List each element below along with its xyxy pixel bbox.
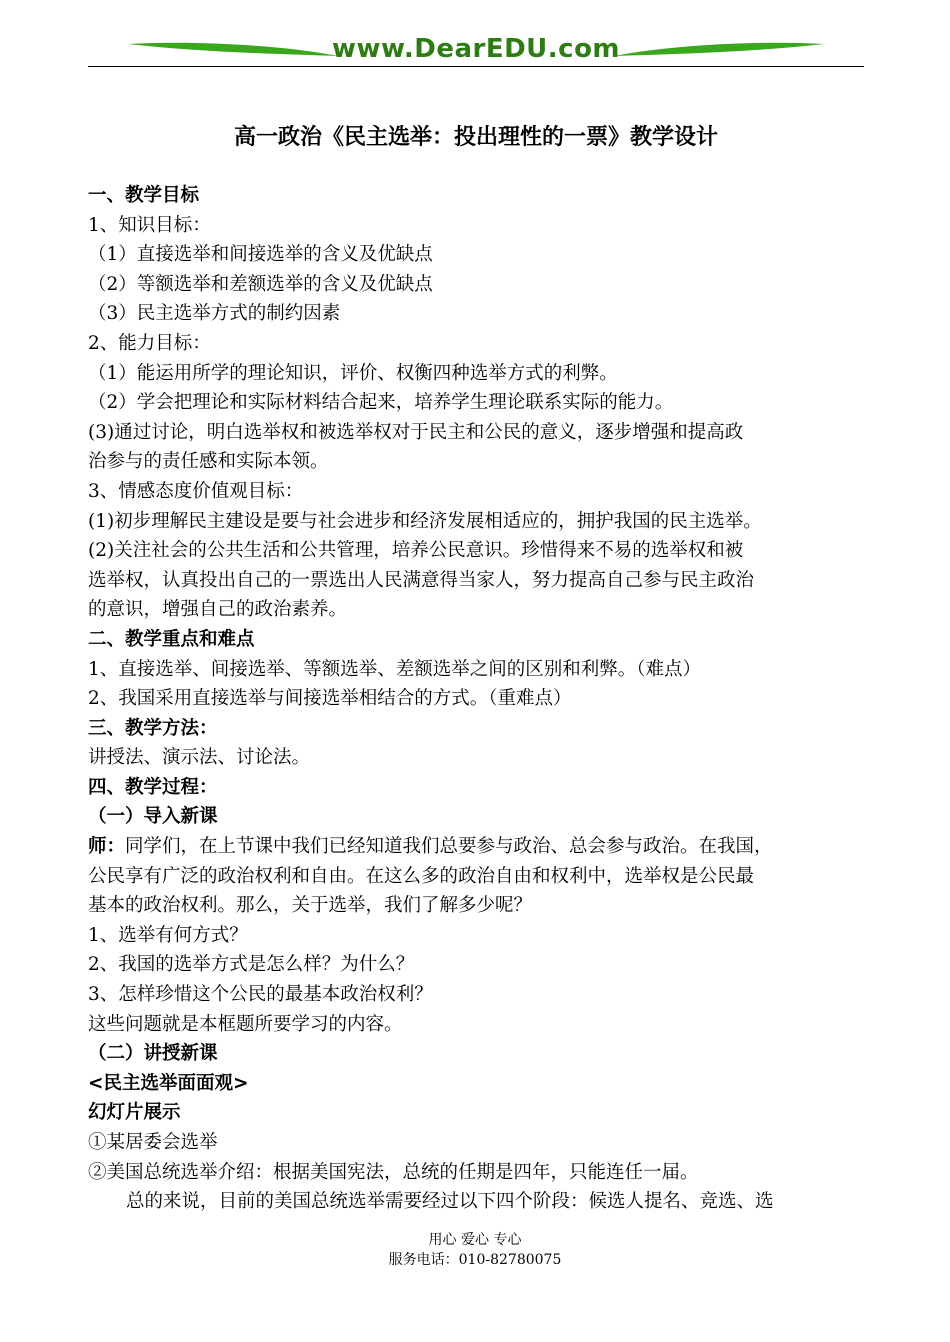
page-footer	[0, 1230, 950, 1270]
body-line: 治参与的责任感和实际本领。	[88, 451, 329, 473]
body-line: 一、教学目标	[88, 185, 200, 206]
body-line: (1)初步理解民主建设是要与社会进步和经济发展相适应的，拥护我国的民主选举。	[88, 510, 762, 532]
footer-slogan: 用心 爱心 专心	[428, 1232, 522, 1248]
body-line: （2）等额选举和差额选举的含义及优缺点	[88, 273, 433, 295]
body-line: 2、我国采用直接选举与间接选举相结合的方式。（重难点）	[88, 688, 572, 710]
site-logo-text[interactable]: www.DearEDU.com	[331, 34, 621, 64]
body-line: ②美国总统选举介绍：根据美国宪法，总统的任期是四年，只能连任一届。	[88, 1161, 699, 1183]
body-line: （1）能运用所学的理论知识，评价、权衡四种选举方式的利弊。	[88, 362, 618, 384]
site-header	[88, 30, 864, 70]
footer-phone: 服务电话：010-82780075	[388, 1252, 562, 1268]
body-line: (3)通过讨论，明白选举权和被选举权对于民主和公民的意义，逐步增强和提高政	[88, 421, 744, 443]
body-line: 三、教学方法：	[88, 717, 218, 739]
document-body	[88, 181, 866, 1217]
body-line: 2、我国的选举方式是怎么样？为什么？	[88, 954, 415, 976]
body-line: 3、情感态度价值观目标：	[88, 480, 304, 502]
body-line: 二、教学重点和难点	[88, 628, 255, 650]
body-line: 四、教学过程：	[88, 776, 218, 798]
body-line: 幻灯片展示	[88, 1102, 181, 1124]
document-title: 高一政治《民主选举：投出理性的一票》教学设计	[233, 124, 718, 150]
body-line: （2）学会把理论和实际材料结合起来，培养学生理论联系实际的能力。	[88, 392, 674, 414]
body-line: 这些问题就是本框题所要学习的内容。	[88, 1013, 403, 1035]
body-line: 的意识，增强自己的政治素养。	[88, 599, 348, 621]
speaker-label: 师：	[88, 836, 126, 858]
body-line: （二）讲授新课	[88, 1043, 218, 1065]
body-line: 1、选举有何方式？	[88, 924, 248, 946]
body-line: （一）导入新课	[88, 806, 218, 828]
body-line: ①某居委会选举	[88, 1132, 218, 1153]
body-line: 总的来说，目前的美国总统选举需要经过以下四个阶段：候选人提名、竞选、选	[126, 1191, 774, 1213]
body-line: 基本的政治权利。那么，关于选举，我们了解多少呢？	[88, 895, 533, 917]
body-line: 1、知识目标：	[88, 214, 211, 236]
body-line: （1）直接选举和间接选举的含义及优缺点	[88, 244, 433, 266]
header-rule	[88, 66, 864, 67]
body-line: 师：同学们，在上节课中我们已经知道我们总要参与政治、总会参与政治。在我国，	[88, 836, 773, 858]
body-line: 公民享有广泛的政治权利和自由。在这么多的政治自由和权利中，选举权是公民最	[88, 865, 755, 887]
body-line: 选举权，认真投出自己的一票选出人民满意得当家人，努力提高自己参与民主政治	[88, 569, 755, 591]
body-line: 3、怎样珍惜这个公民的最基本政治权利？	[88, 984, 433, 1006]
body-line: 讲授法、演示法、讨论法。	[88, 747, 311, 769]
body-line: 2、能力目标：	[88, 332, 211, 354]
body-line: （3）民主选举方式的制约因素	[88, 303, 341, 325]
body-line: 1、直接选举、间接选举、等额选举、差额选举之间的区别和利弊。（难点）	[88, 658, 702, 680]
body-line: (2)关注社会的公共生活和公共管理，培养公民意识。珍惜得来不易的选举权和被	[88, 540, 744, 562]
body-line: <民主选举面面观>	[88, 1072, 249, 1094]
